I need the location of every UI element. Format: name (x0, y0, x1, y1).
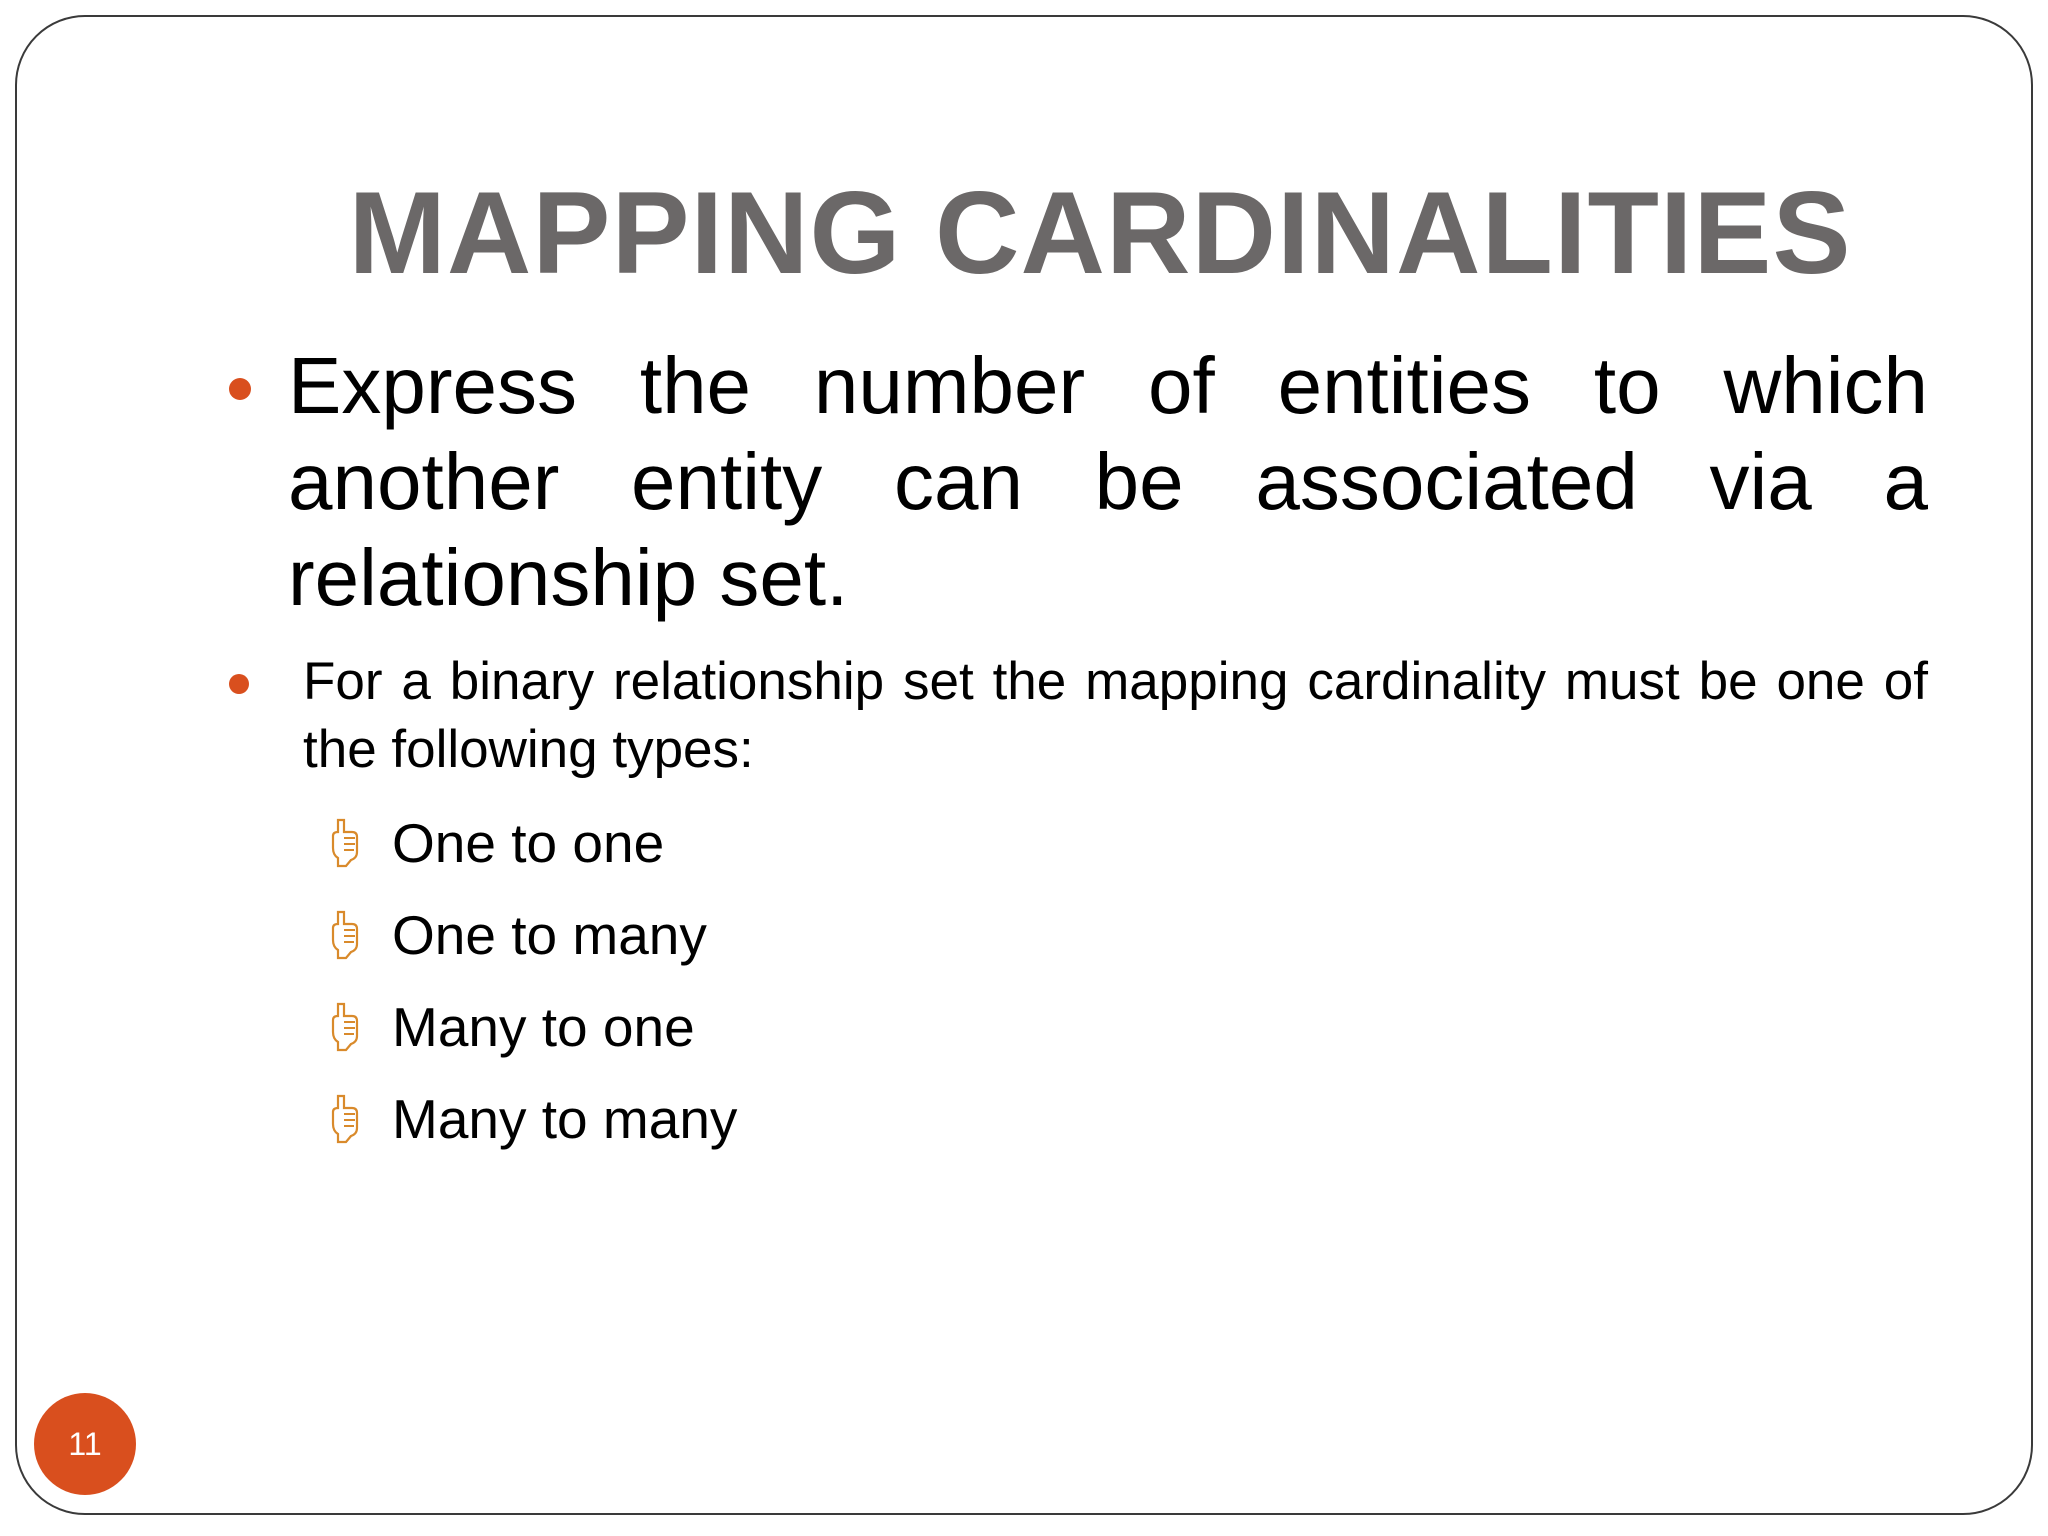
list-item (330, 992, 695, 1062)
pointing-hand-icon (330, 1094, 360, 1144)
bullet-2-text: For a binary relationship set the mapping cardinality must be one of the following types: (303, 652, 1928, 779)
slide-title: MAPPING CARDINALITIES (348, 167, 1852, 298)
list-item-label: One to many (392, 904, 707, 966)
list-item (330, 900, 707, 970)
list-item (330, 808, 664, 878)
bullet-dot-icon (229, 378, 251, 400)
list-item-label: One to one (392, 812, 665, 874)
list-item (330, 1084, 737, 1154)
page-number: 11 (68, 1425, 102, 1462)
pointing-hand-icon (330, 910, 360, 960)
list-item-label: Many to many (392, 1088, 738, 1150)
pointing-hand-icon (330, 818, 360, 868)
pointing-hand-icon (330, 1002, 360, 1052)
bullet-1-text: Express the number of entities to which another entity can be associated via a relationship set. (288, 341, 1928, 622)
page-number-badge (34, 1393, 136, 1495)
list-item-label: Many to one (392, 996, 695, 1058)
bullet-dot-icon (229, 674, 249, 694)
